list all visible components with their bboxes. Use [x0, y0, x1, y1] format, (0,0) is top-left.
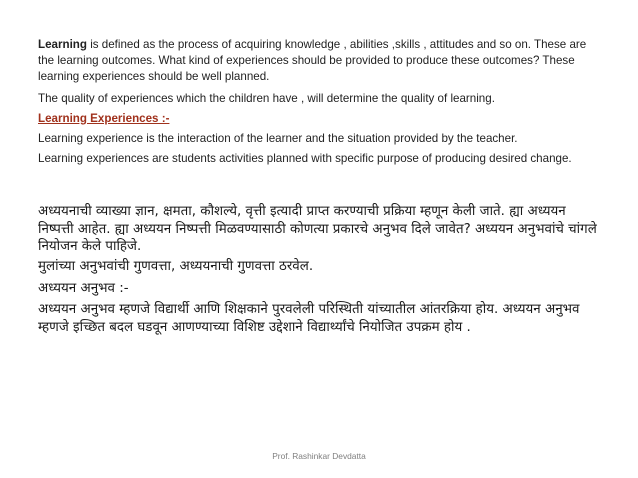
marathi-experience-paragraph: अध्ययन अनुभव म्हणजे विद्यार्थी आणि शिक्षकाने पुरवलेली परिस्थिती यांच्यातील आंतरक्रिया होय. अध्ययन अनुभव म्हणजे इच्छित बदल घडवून आणण्याच्या विशिष्ट उद्देशाने विद्यार्थ्यांचे नियोजित उपक्रम होय .	[38, 302, 580, 335]
definition-text: is defined as the process of acquiring knowledge , abilities ,skills , attitudes and so on. These are the learning outcomes. What kind of experiences should be provided to produce these outcomes? These learning experiences should be well planned.	[38, 38, 587, 83]
quality-paragraph: The quality of experiences which the children have , will determine the quality of learning.	[38, 92, 495, 105]
learning-term: Learning	[38, 38, 87, 51]
author-footer: Prof. Rashinkar Devdatta	[272, 451, 366, 461]
activities-paragraph: Learning experiences are students activities planned with specific purpose of producing desired change.	[38, 152, 572, 165]
definition-paragraph	[38, 37, 604, 85]
interaction-paragraph: Learning experience is the interaction of the learner and the situation provided by the teacher.	[38, 132, 518, 145]
marathi-definition-paragraph: अध्ययनाची व्याख्या ज्ञान, क्षमता, कौशल्ये, वृत्ती इत्यादी प्राप्त करण्याची प्रक्रिया म्हणून केली जाते. ह्या अध्ययन निष्पत्ती आहेत. ह्या अध्ययन निष्पत्ती मिळवण्यासाठी कोणत्या प्रकारचे अनुभव दिले जावेत? अध्ययन अनुभवांचे चांगले नियोजन केले पाहिजे.	[38, 204, 597, 254]
marathi-section-heading: अध्ययन अनुभव :-	[38, 281, 129, 296]
marathi-quality-paragraph: मुलांच्या अनुभवांची गुणवत्ता, अध्ययनाची गुणवत्ता ठरवेल.	[38, 259, 314, 274]
section-heading: Learning Experiences :-	[38, 112, 170, 125]
